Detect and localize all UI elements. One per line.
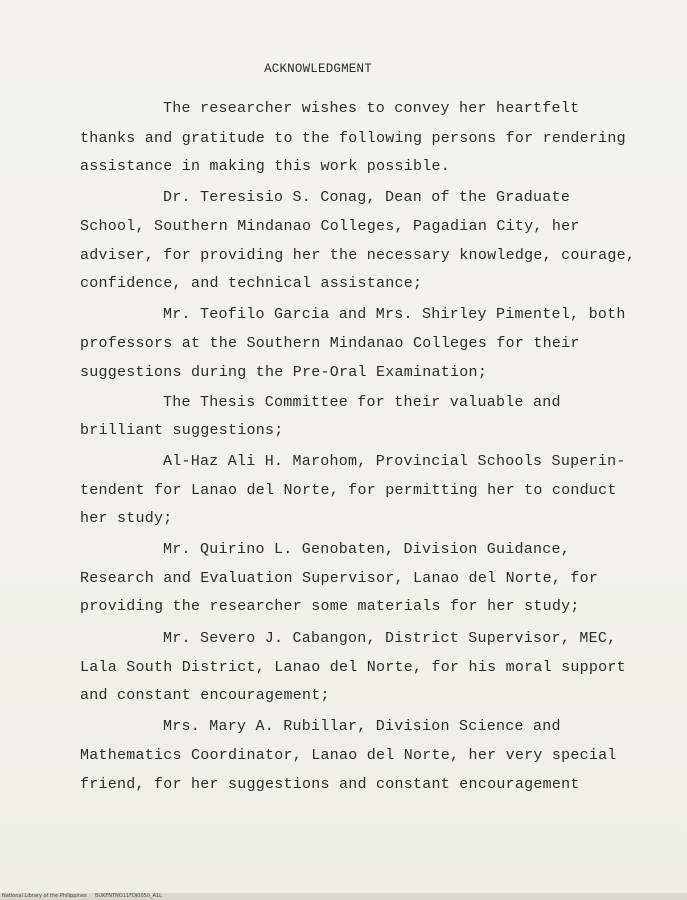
text-line: Mathematics Coordinator, Lanao del Norte, her very special xyxy=(80,747,617,764)
text-line: Al-Haz Ali H. Marohom, Provincial Schools Superin- xyxy=(163,453,626,470)
scan-footer xyxy=(0,893,687,900)
text-line: suggestions during the Pre-Oral Examination; xyxy=(80,364,488,381)
text-line: her study; xyxy=(80,510,173,527)
text-line: adviser, for providing her the necessary knowledge, courage, xyxy=(80,247,636,264)
text-line: professors at the Southern Mindanao Colleges for their xyxy=(80,335,580,352)
text-line: School, Southern Mindanao Colleges, Pagadian City, her xyxy=(80,218,580,235)
text-line: confidence, and technical assistance; xyxy=(80,275,423,292)
page-title: ACKNOWLEDGMENT xyxy=(264,62,372,76)
text-line: tendent for Lanao del Norte, for permitting her to conduct xyxy=(80,482,617,499)
text-line: Lala South District, Lanao del Norte, for his moral support xyxy=(80,659,626,676)
text-line: assistance in making this work possible. xyxy=(80,158,451,175)
text-line: friend, for her suggestions and constant encouragement xyxy=(80,776,580,793)
footer-catalog-id: BUKFNTNO11FDJ0050_A1L xyxy=(95,893,162,899)
footer-library-label: National Library of the Philippines xyxy=(2,893,87,899)
text-line: brilliant suggestions; xyxy=(80,422,284,439)
text-line: and constant encouragement; xyxy=(80,687,330,704)
text-line: Dr. Teresisio S. Conag, Dean of the Graduate xyxy=(163,189,571,206)
text-line: The Thesis Committee for their valuable and xyxy=(163,394,561,411)
text-line: Mrs. Mary A. Rubillar, Division Science and xyxy=(163,718,561,735)
text-line: providing the researcher some materials for her study; xyxy=(80,598,580,615)
text-line: The researcher wishes to convey her heartfelt xyxy=(163,100,580,117)
text-line: Mr. Teofilo Garcia and Mrs. Shirley Pimentel, both xyxy=(163,306,626,323)
text-line: thanks and gratitude to the following persons for rendering xyxy=(80,130,626,147)
text-line: Mr. Severo J. Cabangon, District Supervisor, MEC, xyxy=(163,630,617,647)
text-line: Research and Evaluation Supervisor, Lanao del Norte, for xyxy=(80,570,599,587)
text-line: Mr. Quirino L. Genobaten, Division Guidance, xyxy=(163,541,571,558)
